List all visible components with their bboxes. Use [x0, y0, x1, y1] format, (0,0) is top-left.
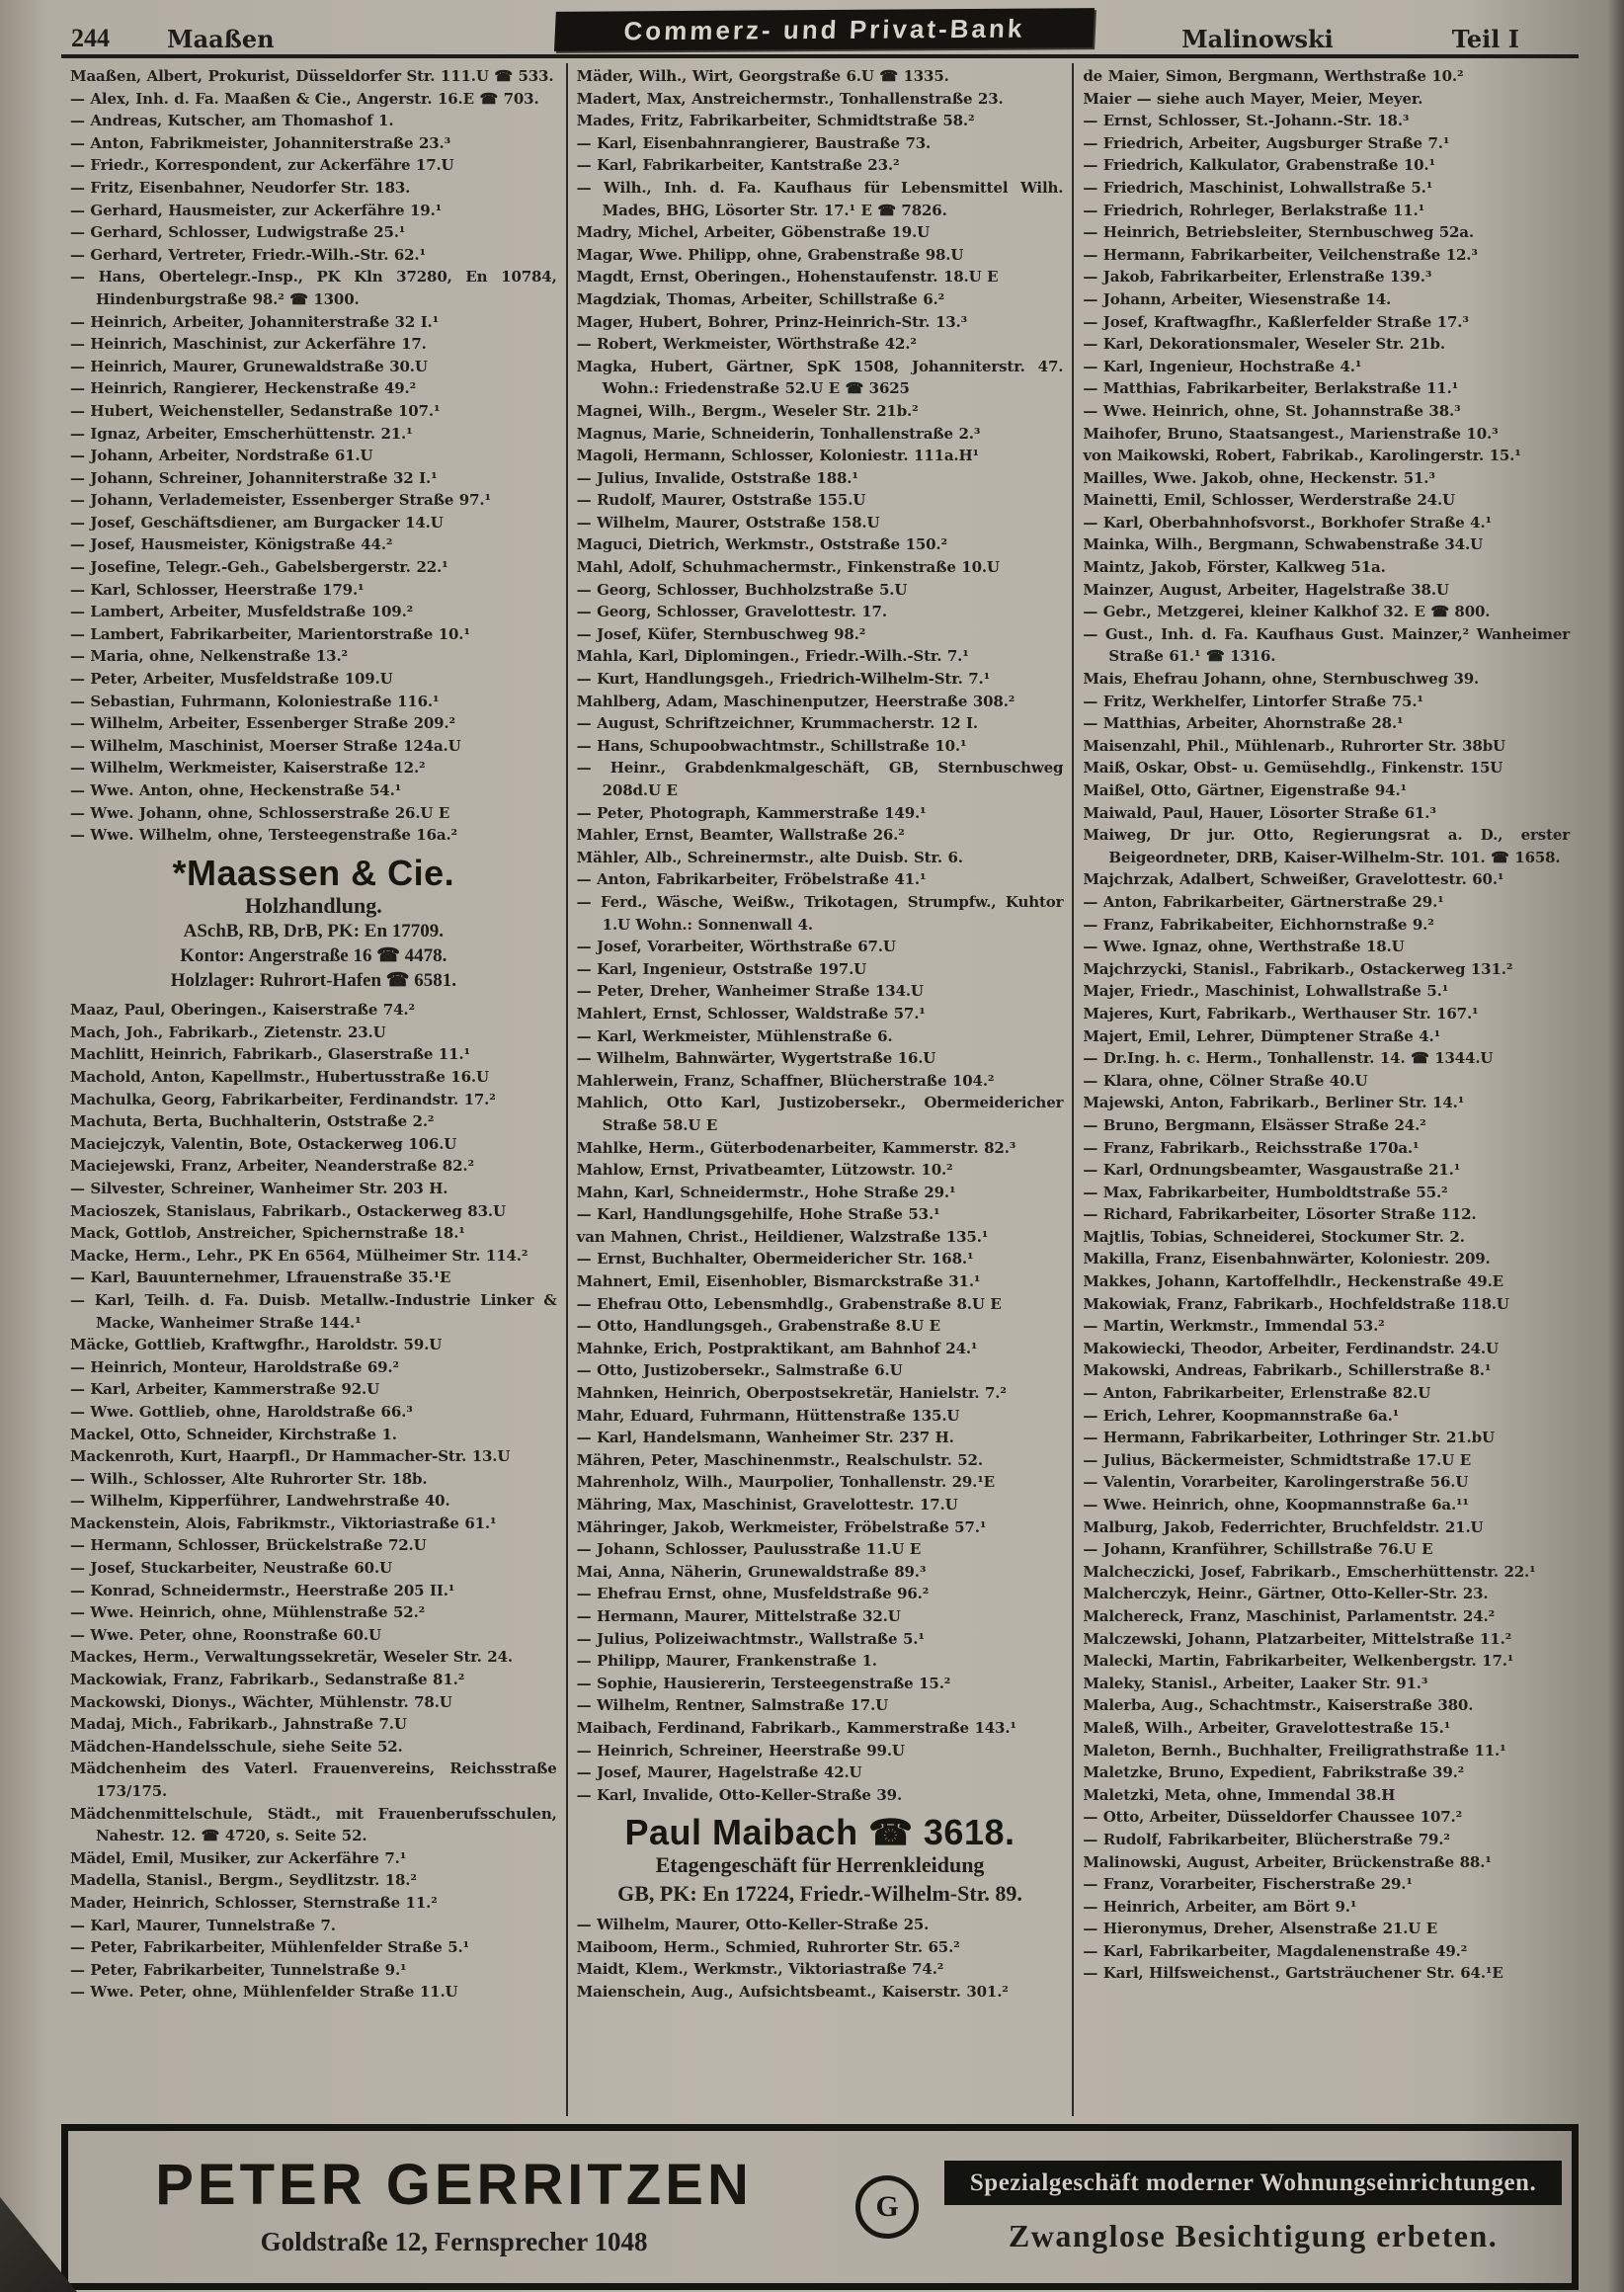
directory-entry: Maibach, Ferdinand, Fabrikarb., Kammerstraße 143.¹: [576, 1718, 1016, 1737]
directory-entry: Mäder, Wilh., Wirt, Georgstraße 6.U ☎ 1335.: [576, 67, 949, 85]
wohnungseinrichtungen-ad: [934, 2161, 1572, 2253]
directory-entry: Mackel, Otto, Schneider, Kirchstraße 1.: [70, 1425, 397, 1443]
directory-entry: — Ferd., Wäsche, Weißw., Trikotagen, Strumpfw., Kuhtor 1.U Wohn.: Sonnenwall 4.: [576, 892, 1064, 934]
directory-entry: — Otto, Handlungsgeh., Grabenstraße 8.U E: [576, 1317, 940, 1336]
wohnungs-ad-headline: Spezialgeschäft moderner Wohnungseinrichtungen.: [944, 2161, 1562, 2205]
directory-entry: — Wilhelm, Bahnwärter, Wygertstraße 16.U: [576, 1049, 936, 1068]
directory-entry: Maißel, Otto, Gärtner, Eigenstraße 94.¹: [1083, 781, 1407, 799]
directory-entry: Macke, Herm., Lehr., PK En 6564, Mülheimer Str. 114.²: [70, 1246, 528, 1265]
directory-entry: Makowiecki, Theodor, Arbeiter, Ferdinandstr. 24.U: [1083, 1339, 1499, 1357]
directory-entry: Mainetti, Emil, Schlosser, Werderstraße 24.U: [1083, 491, 1455, 510]
directory-entry: de Maier, Simon, Bergmann, Werthstraße 10.²: [1083, 67, 1464, 85]
directory-entry: — Andreas, Kutscher, am Thomashof 1.: [70, 112, 394, 130]
directory-entry: Maaz, Paul, Oberingen., Kaiserstraße 74.²: [70, 1001, 415, 1020]
directory-entry: — Anton, Fabrikmeister, Johanniterstraße 23.³: [70, 133, 451, 152]
directory-entry: — Anton, Fabrikarbeiter, Fröbelstraße 41.¹: [576, 870, 927, 889]
directory-entry: Mahler, Ernst, Beamter, Wallstraße 26.²: [576, 826, 905, 845]
directory-entry: — Erich, Lehrer, Koopmannstraße 6a.¹: [1083, 1406, 1400, 1425]
directory-entry: — Lambert, Arbeiter, Musfeldstraße 109.²: [70, 603, 414, 621]
directory-entry: — Heinrich, Maurer, Grunewaldstraße 30.U: [70, 357, 428, 375]
directory-entry: Maleky, Stanisl., Arbeiter, Laaker Str. 91.³: [1083, 1674, 1428, 1692]
directory-entry: — Wwe. Anton, ohne, Heckenstraße 54.¹: [70, 781, 402, 799]
part-label: Teil I: [1451, 25, 1519, 53]
gerritzen-ad: [68, 2153, 840, 2257]
directory-entry: — Max, Fabrikarbeiter, Humboldtstraße 55.²: [1083, 1183, 1448, 1201]
directory-entry: Mackowiak, Franz, Fabrikarb., Sedanstraße 81.²: [70, 1671, 465, 1689]
directory-entry: Makilla, Franz, Eisenbahnwärter, Koloniestr. 209.: [1083, 1250, 1491, 1269]
directory-entry: Magar, Wwe. Philipp, ohne, Grabenstraße 98.U: [576, 245, 964, 264]
directory-entry: — Ernst, Schlosser, St.-Johann.-Str. 18.³: [1083, 112, 1410, 130]
directory-entry: — Dr.Ing. h. c. Herm., Tonhallenstr. 14. ☎ 1344.U: [1083, 1049, 1494, 1068]
directory-entry: Maletzke, Bruno, Expedient, Fabrikstraße 39.²: [1083, 1763, 1465, 1782]
directory-entry: — Otto, Arbeiter, Düsseldorfer Chaussee 107.²: [1083, 1808, 1463, 1827]
directory-entry: — Karl, Invalide, Otto-Keller-Straße 39.: [576, 1785, 903, 1804]
directory-entry: — Julius, Bäckermeister, Schmidtstraße 17.U E: [1083, 1450, 1472, 1469]
directory-entry: — Rudolf, Fabrikarbeiter, Blücherstraße 79.²: [1083, 1830, 1450, 1848]
directory-entry: Maciejczyk, Valentin, Bote, Ostackerweg 106.U: [70, 1134, 457, 1153]
directory-entry: — Hieronymus, Dreher, Alsenstraße 21.U E: [1083, 1920, 1438, 1938]
directory-entry: — Richard, Fabrikarbeiter, Lösorter Straße 112.: [1083, 1205, 1477, 1224]
directory-entry: — Hermann, Schlosser, Brückelstraße 72.U: [70, 1536, 427, 1555]
directory-entry: Maiß, Oskar, Obst- u. Gemüsehdlg., Finkenstr. 15U: [1083, 759, 1503, 778]
directory-entry: — Gerhard, Hausmeister, zur Ackerfähre 19.¹: [70, 201, 443, 219]
directory-entry: — Karl, Fabrikarbeiter, Magdalenenstraße 49.²: [1083, 1941, 1468, 1960]
directory-entry: — Wwe. Wilhelm, ohne, Tersteegenstraße 16a.²: [70, 826, 457, 845]
directory-entry: Mais, Ehefrau Johann, ohne, Sternbuschweg 39.: [1083, 670, 1480, 689]
directory-entry: Maier — siehe auch Mayer, Meier, Meyer.: [1083, 89, 1423, 108]
directory-entry: Mahlert, Ernst, Schlosser, Waldstraße 57.¹: [576, 1004, 926, 1023]
directory-entry: — Wwe. Gottlieb, ohne, Haroldstraße 66.³: [70, 1402, 413, 1421]
directory-entry: Maintz, Jakob, Förster, Kalkweg 51a.: [1083, 558, 1386, 577]
directory-entry: Mahr, Eduard, Fuhrmann, Hüttenstraße 135.U: [576, 1406, 960, 1425]
directory-entry: Majert, Emil, Lehrer, Dümptener Straße 4.¹: [1083, 1026, 1441, 1045]
paul-maibach-ad: [577, 1814, 1064, 1908]
directory-entry: — Johann, Arbeiter, Nordstraße 61.U: [70, 447, 373, 465]
column-1-entries-bottom: [70, 999, 557, 2004]
directory-entry: — Hermann, Fabrikarbeiter, Lothringer Str. 21.bU: [1083, 1429, 1495, 1447]
gerritzen-ad-name: PETER GERRITZEN: [155, 2153, 753, 2218]
directory-entry: — Karl, Ordnungsbeamter, Wasgaustraße 21.¹: [1083, 1161, 1461, 1180]
directory-entry: Maihofer, Bruno, Staatsangest., Marienstraße 10.³: [1083, 424, 1499, 443]
directory-entry: Maleß, Wilh., Arbeiter, Gravelottestraße 15.¹: [1083, 1718, 1451, 1737]
directory-entry: — Karl, Dekorationsmaler, Weseler Str. 21b.: [1083, 335, 1445, 354]
directory-entry: — Peter, Dreher, Wanheimer Straße 134.U: [576, 982, 924, 1001]
bottom-ads: [61, 2124, 1579, 2290]
maibach-ad-title: Paul Maibach ☎ 3618.: [624, 1812, 1015, 1853]
maassen-ad-subtitle: Holzhandlung.: [244, 892, 382, 918]
column-3: [1072, 63, 1579, 2116]
directory-entry: Mädchen-Handelsschule, siehe Seite 52.: [70, 1737, 403, 1756]
gerritzen-logo-letter: G: [875, 2190, 899, 2223]
directory-entry: Majewski, Anton, Fabrikarb., Berliner Str. 14.¹: [1083, 1094, 1465, 1112]
directory-entry: — Heinrich, Rangierer, Heckenstraße 49.²: [70, 379, 417, 398]
directory-entry: van Mahnen, Christ., Heildiener, Walzstraße 135.¹: [576, 1227, 989, 1246]
directory-entry: Majchrzycki, Stanisl., Fabrikarb., Ostackerweg 131.²: [1083, 959, 1513, 978]
directory-entry: Magka, Hubert, Gärtner, SpK 1508, Johanniterstr. 47. Wohn.: Friedenstraße 52.U E ☎ 3625: [576, 357, 1064, 398]
directory-entry: Majeres, Kurt, Fabrikarb., Werthauser Str. 167.¹: [1083, 1004, 1479, 1023]
directory-entry: Maaßen, Albert, Prokurist, Düsseldorfer Str. 111.U ☎ 533.: [70, 67, 554, 85]
directory-entry: — Wwe. Ignaz, ohne, Werthstraße 18.U: [1083, 938, 1405, 956]
directory-entry: — Karl, Schlosser, Heerstraße 179.¹: [70, 580, 365, 599]
directory-entry: Mahla, Karl, Diplomingen., Friedr.-Wilh.-Str. 7.¹: [576, 647, 969, 666]
maassen-ad-kontor: Kontor: Angerstraße 16 ☎ 4478.: [180, 944, 447, 966]
directory-entry: — Julius, Polizeiwachtmstr., Wallstraße 5.¹: [576, 1629, 925, 1648]
directory-entry: — Otto, Justizobersekr., Salmstraße 6.U: [576, 1361, 903, 1380]
directory-entry: — Johann, Schreiner, Johanniterstraße 32 I.¹: [70, 468, 438, 487]
directory-entry: — Karl, Oberbahnhofsvorst., Borkhofer Straße 4.¹: [1083, 513, 1492, 532]
directory-entry: Makowiak, Franz, Fabrikarb., Hochfeldstraße 118.U: [1083, 1294, 1509, 1313]
directory-entry: — Johann, Verlademeister, Essenberger Straße 97.¹: [70, 491, 491, 510]
column-2-entries-top: [577, 65, 1064, 1806]
directory-entry: — Karl, Hilfsweichenst., Gartsträuchener Str. 64.¹E: [1083, 1964, 1503, 1983]
directory-entry: Magoli, Hermann, Schlosser, Koloniestr. 111a.H¹: [576, 447, 979, 465]
directory-entry: — Anton, Fabrikarbeiter, Erlenstraße 82.U: [1083, 1384, 1431, 1403]
directory-entry: Mainzer, August, Arbeiter, Hagelstraße 38.U: [1083, 580, 1449, 599]
directory-entry: — Wilh., Schlosser, Alte Ruhrorter Str. 18b.: [70, 1469, 428, 1488]
directory-entry: Magnus, Marie, Schneiderin, Tonhallenstraße 2.³: [576, 424, 981, 443]
directory-entry: Mades, Fritz, Fabrikarbeiter, Schmidtstraße 58.²: [576, 112, 975, 130]
directory-entry: — Philipp, Maurer, Frankenstraße 1.: [576, 1652, 877, 1671]
gerritzen-logo-icon: [855, 2175, 919, 2239]
directory-entry: — Heinrich, Schreiner, Heerstraße 99.U: [576, 1741, 905, 1760]
directory-entry: — Johann, Arbeiter, Wiesenstraße 14.: [1083, 289, 1392, 308]
directory-entry: — Ehefrau Ernst, ohne, Musfeldstraße 96.²: [576, 1585, 930, 1603]
directory-entry: Mähler, Alb., Schreinermstr., alte Duisb. Str. 6.: [576, 848, 963, 866]
directory-entry: Mahlerwein, Franz, Schaffner, Blücherstraße 104.²: [576, 1071, 995, 1090]
maassen-ad-banks: ASchB, RB, DrB, PK: En 17709.: [183, 921, 445, 942]
directory-entry: Mädel, Emil, Musiker, zur Ackerfähre 7.¹: [70, 1848, 407, 1867]
directory-entry: — Karl, Ingenieur, Oststraße 197.U: [576, 959, 867, 978]
directory-entry: Mahrenholz, Wilh., Maurpolier, Tonhallenstr. 29.¹E: [576, 1473, 995, 1492]
directory-entry: — Johann, Schlosser, Paulusstraße 11.U E: [576, 1540, 922, 1559]
directory-entry: Maienschein, Aug., Aufsichtsbeamt., Kaiserstr. 301.²: [576, 1983, 1009, 2002]
directory-entry: — Anton, Fabrikarbeiter, Gärtnerstraße 29.¹: [1083, 892, 1444, 911]
maibach-ad-line2: Etagengeschäft für Herrenkleidung: [655, 1852, 985, 1878]
column-3-entries: [1083, 65, 1570, 1985]
gerritzen-ad-address: Goldstraße 12, Fernsprecher 1048: [260, 2227, 648, 2257]
directory-entry: Mahlke, Herm., Güterbodenarbeiter, Kammerstr. 82.³: [576, 1138, 1016, 1157]
directory-entry: — Ignaz, Arbeiter, Emscherhüttenstr. 21.¹: [70, 424, 413, 443]
directory-entry: — Josef, Geschäftsdiener, am Burgacker 14.U: [70, 513, 444, 532]
directory-entry: — Robert, Werkmeister, Wörthstraße 42.²: [576, 335, 917, 354]
directory-entry: — Bruno, Bergmann, Elsässer Straße 24.²: [1083, 1115, 1426, 1134]
directory-entry: Magdziak, Thomas, Arbeiter, Schillstraße 6.²: [576, 289, 945, 308]
page-number: 244: [71, 24, 110, 52]
directory-entry: Mack, Gottlob, Anstreicher, Spichernstraße 18.¹: [70, 1224, 465, 1243]
directory-entry: — Martin, Werkmstr., Immendal 53.²: [1083, 1317, 1385, 1336]
directory-entry: Mädchenmittelschule, Städt., mit Frauenberufsschulen, Nahestr. 12. ☎ 4720, s. Seite 52.: [70, 1804, 557, 1845]
directory-entry: Maisenzahl, Phil., Mühlenarb., Ruhrorter Str. 38bU: [1083, 736, 1505, 755]
directory-entry: Madella, Stanisl., Bergm., Seydlitzstr. 18.²: [70, 1871, 417, 1890]
directory-entry: — Karl, Teilh. d. Fa. Duisb. Metallw.-Industrie Linker & Macke, Wanheimer Straße 144.¹: [70, 1290, 557, 1332]
directory-entry: — Karl, Handlungsgehilfe, Hohe Straße 53.¹: [576, 1205, 940, 1224]
directory-entry: Malinowski, August, Arbeiter, Brückenstraße 88.¹: [1083, 1852, 1492, 1871]
directory-entry: — Fritz, Eisenbahner, Neudorfer Str. 183.: [70, 178, 411, 197]
directory-entry: — Wwe. Heinrich, ohne, St. Johannstraße 38.³: [1083, 401, 1461, 420]
directory-entry: Makkes, Johann, Kartoffelhdlr., Heckenstraße 49.E: [1083, 1272, 1503, 1291]
maassen-ad-holzlager: Holzlager: Ruhrort-Hafen ☎ 6581.: [170, 969, 456, 991]
directory-entry: — Maria, ohne, Nelkenstraße 13.²: [70, 647, 348, 666]
directory-entry: — Klara, ohne, Cölner Straße 40.U: [1083, 1071, 1368, 1090]
directory-entry: Macioszek, Stanislaus, Fabrikarb., Ostackerweg 83.U: [70, 1201, 506, 1220]
directory-entry: Mackenroth, Kurt, Haarpfl., Dr Hammacher-Str. 13.U: [70, 1447, 511, 1466]
directory-entry: — Wilhelm, Rentner, Salmstraße 17.U: [576, 1696, 889, 1715]
directory-entry: Machold, Anton, Kapellmstr., Hubertusstraße 16.U: [70, 1068, 489, 1087]
directory-entry: — Alex, Inh. d. Fa. Maaßen & Cie., Angerstr. 16.E ☎ 703.: [70, 89, 539, 108]
directory-entry: — Josef, Hausmeister, Königstraße 44.²: [70, 535, 393, 554]
directory-entry: — Wilhelm, Werkmeister, Kaiserstraße 12.²: [70, 759, 426, 778]
directory-entry: — August, Schriftzeichner, Krummacherstr. 12 I.: [576, 714, 978, 733]
directory-entry: — Wilhelm, Maurer, Oststraße 158.U: [576, 513, 880, 532]
directory-entry: Mahl, Adolf, Schuhmachermstr., Finkenstraße 10.U: [576, 558, 1000, 577]
directory-entry: — Friedrich, Maschinist, Lohwallstraße 5.¹: [1083, 178, 1433, 197]
directory-entry: — Friedrich, Rohrleger, Berlakstraße 11.¹: [1083, 201, 1425, 219]
column-2-entries-bottom: [577, 1914, 1064, 2003]
directory-entry: — Jakob, Fabrikarbeiter, Erlenstraße 139.³: [1083, 268, 1432, 286]
directory-entry: Majchrzak, Adalbert, Schweißer, Gravelottestr. 60.¹: [1083, 870, 1504, 889]
directory-entry: — Gerhard, Schlosser, Ludwigstraße 25.¹: [70, 223, 406, 242]
directory-entry: Mahnken, Heinrich, Oberpostsekretär, Hanielstr. 7.²: [576, 1384, 1007, 1403]
directory-entry: — Julius, Invalide, Oststraße 188.¹: [576, 468, 858, 487]
directory-entry: Maiwald, Paul, Hauer, Lösorter Straße 61.³: [1083, 803, 1436, 822]
directory-entry: Mahlich, Otto Karl, Justizobersekr., Obermeidericher Straße 58.U E: [576, 1094, 1064, 1134]
directory-entry: — Friedr., Korrespondent, zur Ackerfähre 17.U: [70, 156, 454, 175]
directory-entry: Mähren, Peter, Maschinenmstr., Realschulstr. 52.: [576, 1450, 983, 1469]
directory-entry: — Konrad, Schneidermstr., Heerstraße 205 II.¹: [70, 1581, 455, 1599]
wohnungs-ad-subline: Zwanglose Besichtigung erbeten.: [1008, 2218, 1499, 2254]
directory-entry: Mädchenheim des Vaterl. Frauenvereins, Reichsstraße 173/175.: [70, 1760, 557, 1801]
directory-entry: — Karl, Bauunternehmer, Lfrauenstraße 35.¹E: [70, 1269, 451, 1287]
directory-entry: Mähringer, Jakob, Werkmeister, Fröbelstraße 57.¹: [576, 1517, 987, 1536]
directory-entry: — Heinrich, Arbeiter, am Bört 9.¹: [1083, 1897, 1357, 1916]
directory-entry: Mahn, Karl, Schneidermstr., Hohe Straße 29.¹: [576, 1183, 956, 1201]
directory-entry: Mainka, Wilh., Bergmann, Schwabenstraße 34.U: [1083, 535, 1484, 554]
directory-entry: — Gust., Inh. d. Fa. Kaufhaus Gust. Mainzer,² Wanheimer Straße 61.¹ ☎ 1316.: [1083, 624, 1571, 666]
directory-entry: — Sophie, Hausiererin, Tersteegenstraße 15.²: [576, 1674, 951, 1692]
directory-entry: Mackenstein, Alois, Fabrikmstr., Viktoriastraße 61.¹: [70, 1514, 497, 1532]
directory-entry: Maguci, Dietrich, Werkmstr., Oststraße 150.²: [576, 535, 947, 554]
directory-entry: Magdt, Ernst, Oberingen., Hohenstaufenstr. 18.U E: [576, 268, 999, 286]
directory-entry: — Karl, Eisenbahnrangierer, Baustraße 73.: [576, 133, 932, 152]
page-header: [61, 10, 1579, 51]
directory-entry: — Hermann, Maurer, Mittelstraße 32.U: [576, 1606, 901, 1625]
directory-entry: — Wilhelm, Kipperführer, Landwehrstraße 40.: [70, 1492, 450, 1511]
directory-entry: — Josefine, Telegr.-Geh., Gabelsbergerstr. 22.¹: [70, 558, 448, 577]
directory-entry: — Hubert, Weichensteller, Sedanstraße 107.¹: [70, 401, 441, 420]
directory-entry: — Ehefrau Otto, Lebensmhdlg., Grabenstraße 8.U E: [576, 1294, 1002, 1313]
directory-entry: von Maikowski, Robert, Fabrikab., Karolingerstr. 15.¹: [1083, 447, 1521, 465]
directory-entry: — Wwe. Johann, ohne, Schlosserstraße 26.U E: [70, 803, 450, 822]
column-1-entries-top: [70, 65, 557, 847]
directory-entry: — Josef, Stuckarbeiter, Neustraße 60.U: [70, 1559, 392, 1578]
directory-entry: — Karl, Fabrikarbeiter, Kantstraße 23.²: [576, 156, 900, 175]
directory-entry: Magnei, Wilh., Bergm., Weseler Str. 21b.²: [576, 401, 919, 420]
directory-entry: — Heinrich, Maschinist, zur Ackerfähre 17.: [70, 335, 427, 354]
bank-banner-ad: Commerz- und Privat-Bank: [554, 8, 1095, 51]
directory-entry: Mackowski, Dionys., Wächter, Mühlenstr. 78.U: [70, 1692, 452, 1711]
directory-entry: — Wwe. Peter, ohne, Roonstraße 60.U: [70, 1625, 381, 1644]
directory-entry: Machuta, Berta, Buchhalterin, Oststraße 2.²: [70, 1112, 435, 1131]
directory-entry: Maiboom, Herm., Schmied, Ruhrorter Str. 65.²: [576, 1937, 960, 1956]
directory-entry: — Wwe. Heinrich, ohne, Koopmannstraße 6a.¹¹: [1083, 1496, 1469, 1514]
directory-entry: — Karl, Arbeiter, Kammerstraße 92.U: [70, 1380, 380, 1399]
directory-entry: Malczewski, Johann, Platzarbeiter, Mittelstraße 11.²: [1083, 1629, 1512, 1648]
directory-entry: — Hans, Schupoobwachtmstr., Schillstraße 10.¹: [576, 736, 967, 755]
directory-entry: Maiweg, Dr jur. Otto, Regierungsrat a. D., erster Beigeordneter, DRB, Kaiser-Wilhelm-Str. 101. ☎ 1658.: [1083, 826, 1571, 866]
directory-entry: — Fritz, Werkhelfer, Lintorfer Straße 75.¹: [1083, 692, 1423, 710]
directory-entry: Mäcke, Gottlieb, Kraftwgfhr., Haroldstr. 59.U: [70, 1336, 443, 1354]
directory-entry: — Wilhelm, Maurer, Otto-Keller-Straße 25.: [576, 1916, 930, 1934]
directory-entry: — Karl, Handelsmann, Wanheimer Str. 237 H.: [576, 1429, 954, 1447]
directory-entry: — Johann, Kranführer, Schillstraße 76.U E: [1083, 1540, 1433, 1559]
directory-entry: — Valentin, Vorarbeiter, Karolingerstraße 56.U: [1083, 1473, 1469, 1492]
directory-entry: Mähring, Max, Maschinist, Gravelottestr. 17.U: [576, 1496, 958, 1514]
directory-entry: — Karl, Ingenieur, Hochstraße 4.¹: [1083, 357, 1362, 375]
directory-entry: — Gerhard, Vertreter, Friedr.-Wilh.-Str. 62.¹: [70, 245, 426, 264]
directory-entry: — Silvester, Schreiner, Wanheimer Str. 203 H.: [70, 1179, 448, 1197]
directory-entry: — Wilhelm, Arbeiter, Essenberger Straße 209.²: [70, 714, 455, 733]
directory-entry: — Hermann, Fabrikarbeiter, Veilchenstraße 12.³: [1083, 245, 1478, 264]
directory-entry: Maciejewski, Franz, Arbeiter, Neanderstraße 82.²: [70, 1157, 474, 1176]
directory-entry: — Peter, Fabrikarbeiter, Mühlenfelder Straße 5.¹: [70, 1938, 469, 1957]
directory-entry: — Karl, Maurer, Tunnelstraße 7.: [70, 1916, 336, 1934]
directory-entry: — Sebastian, Fuhrmann, Koloniestraße 116.¹: [70, 692, 440, 710]
directory-entry: Mahlow, Ernst, Privatbeamter, Lützowstr. 10.²: [576, 1161, 953, 1180]
directory-entry: — Franz, Fabrikabeiter, Eichhornstraße 9.²: [1083, 915, 1434, 934]
directory-entry: — Josef, Kraftwagfhr., Kaßlerfelder Straße 17.³: [1083, 312, 1469, 331]
directory-entry: — Wilhelm, Maschinist, Moerser Straße 124a.U: [70, 736, 461, 755]
directory-entry: — Peter, Fabrikarbeiter, Tunnelstraße 9.¹: [70, 1960, 407, 1979]
directory-entry: Majtlis, Tobias, Schneiderei, Stockumer Str. 2.: [1083, 1227, 1465, 1246]
directory-entry: — Heinrich, Monteur, Haroldstraße 69.²: [70, 1357, 399, 1376]
maibach-ad-line3: GB, PK: En 17224, Friedr.-Wilhelm-Str. 89.: [617, 1880, 1022, 1906]
directory-entry: Mager, Hubert, Bohrer, Prinz-Heinrich-Str. 13.³: [576, 312, 968, 331]
directory-entry: — Josef, Küfer, Sternbuschweg 98.²: [576, 624, 866, 643]
directory-entry: — Peter, Photograph, Kammerstraße 149.¹: [576, 803, 927, 822]
directory-entry: — Heinrich, Betriebsleiter, Sternbuschweg 52a.: [1083, 223, 1474, 242]
directory-entry: Mader, Heinrich, Schlosser, Sternstraße 11.²: [70, 1893, 438, 1912]
column-2: [566, 63, 1073, 2116]
directory-entry: — Friedrich, Kalkulator, Grabenstraße 10.¹: [1083, 156, 1435, 175]
directory-entry: — Gebr., Metzgerei, kleiner Kalkhof 32. E ☎ 800.: [1083, 603, 1491, 621]
directory-entry: — Franz, Fabrikarb., Reichsstraße 170a.¹: [1083, 1138, 1420, 1157]
directory-entry: Mackes, Herm., Verwaltungssekretär, Weseler Str. 24.: [70, 1648, 513, 1667]
directory-entry: — Wwe. Peter, ohne, Mühlenfelder Straße 11.U: [70, 1983, 458, 2002]
directory-columns: [61, 63, 1579, 2116]
guide-word-left: Maaßen: [167, 25, 275, 53]
directory-entry: Machulka, Georg, Fabrikarbeiter, Ferdinandstr. 17.²: [70, 1090, 496, 1108]
directory-entry: Malcherczyk, Heinr., Gärtner, Otto-Keller-Str. 23.: [1083, 1585, 1489, 1603]
guide-word-right: Malinowski: [1181, 25, 1334, 53]
directory-entry: Madert, Max, Anstreichermstr., Tonhallenstraße 23.: [576, 89, 1004, 108]
directory-entry: Malburg, Jakob, Federrichter, Bruchfeldstr. 21.U: [1083, 1517, 1484, 1536]
directory-entry: Mai, Anna, Näherin, Grunewaldstraße 89.³: [576, 1562, 927, 1581]
directory-entry: Malecki, Martin, Fabrikarbeiter, Welkenbergstr. 17.¹: [1083, 1652, 1514, 1671]
directory-entry: Maletzki, Meta, ohne, Immendal 38.H: [1083, 1785, 1396, 1804]
directory-entry: Makowski, Andreas, Fabrikarb., Schillerstraße 8.¹: [1083, 1361, 1492, 1380]
directory-entry: Machlitt, Heinrich, Fabrikarb., Glaserstraße 11.¹: [70, 1045, 470, 1064]
maassen-cie-ad: [70, 852, 557, 993]
directory-entry: Mahnke, Erich, Postpraktikant, am Bahnhof 24.¹: [576, 1339, 978, 1357]
directory-entry: — Peter, Arbeiter, Musfeldstraße 109.U: [70, 670, 393, 689]
directory-entry: Malchereck, Franz, Maschinist, Parlamentstr. 24.²: [1083, 1606, 1495, 1625]
directory-entry: — Rudolf, Maurer, Oststraße 155.U: [576, 491, 866, 510]
directory-entry: — Friedrich, Arbeiter, Augsburger Straße 7.¹: [1083, 133, 1450, 152]
column-1: [61, 63, 566, 2116]
directory-entry: — Georg, Schlosser, Gravelottestr. 17.: [576, 603, 887, 621]
directory-entry: — Wilh., Inh. d. Fa. Kaufhaus für Lebensmittel Wilh. Mades, BHG, Lösorter Str. 17.¹ E ☎ 7826.: [576, 178, 1064, 219]
directory-entry: — Josef, Vorarbeiter, Wörthstraße 67.U: [576, 938, 896, 956]
directory-entry: — Franz, Vorarbeiter, Fischerstraße 29.¹: [1083, 1875, 1413, 1894]
directory-entry: — Heinr., Grabdenkmalgeschäft, GB, Sternbuschweg 208d.U E: [576, 759, 1064, 799]
directory-entry: — Karl, Werkmeister, Mühlenstraße 6.: [576, 1026, 893, 1045]
directory-entry: — Kurt, Handlungsgeh., Friedrich-Wilhelm-Str. 7.¹: [576, 670, 991, 689]
directory-entry: Madry, Michel, Arbeiter, Göbenstraße 19.U: [576, 223, 931, 242]
directory-entry: — Matthias, Arbeiter, Ahornstraße 28.¹: [1083, 714, 1404, 733]
directory-entry: — Josef, Maurer, Hagelstraße 42.U: [576, 1763, 862, 1782]
directory-entry: — Lambert, Fabrikarbeiter, Marientorstraße 10.¹: [70, 624, 470, 643]
directory-entry: Malcheczicki, Josef, Fabrikarb., Emscherhüttenstr. 22.¹: [1083, 1562, 1536, 1581]
directory-entry: Madaj, Mich., Fabrikarb., Jahnstraße 7.U: [70, 1715, 407, 1734]
directory-entry: Mach, Joh., Fabrikarb., Zietenstr. 23.U: [70, 1023, 386, 1041]
directory-entry: Malerba, Aug., Schachtmstr., Kaiserstraße 380.: [1083, 1696, 1474, 1715]
header-rule: [61, 54, 1579, 58]
directory-entry: — Hans, Obertelegr.-Insp., PK Kln 37280, En 10784, Hindenburgstraße 98.² ☎ 1300.: [70, 268, 557, 308]
maassen-ad-title: *Maassen & Cie.: [172, 852, 455, 893]
directory-entry: Mahlberg, Adam, Maschinenputzer, Heerstraße 308.²: [576, 692, 1015, 710]
directory-entry: — Ernst, Buchhalter, Obermeidericher Str. 168.¹: [576, 1250, 974, 1269]
directory-entry: Mailles, Wwe. Jakob, ohne, Heckenstr. 51.³: [1083, 468, 1435, 487]
directory-entry: — Matthias, Fabrikarbeiter, Berlakstraße 11.¹: [1083, 379, 1459, 398]
directory-entry: — Wwe. Heinrich, ohne, Mühlenstraße 52.²: [70, 1603, 426, 1622]
directory-entry: Mahnert, Emil, Eisenhobler, Bismarckstraße 31.¹: [576, 1272, 981, 1291]
directory-entry: Majer, Friedr., Maschinist, Lohwallstraße 5.¹: [1083, 982, 1449, 1001]
directory-entry: — Georg, Schlosser, Buchholzstraße 5.U: [576, 580, 908, 599]
directory-entry: — Heinrich, Arbeiter, Johanniterstraße 32 I.¹: [70, 312, 440, 331]
directory-entry: Maidt, Klem., Werkmstr., Viktoriastraße 74.²: [576, 1960, 944, 1979]
directory-entry: Maleton, Bernh., Buchhalter, Freiligrathstraße 11.¹: [1083, 1741, 1506, 1760]
